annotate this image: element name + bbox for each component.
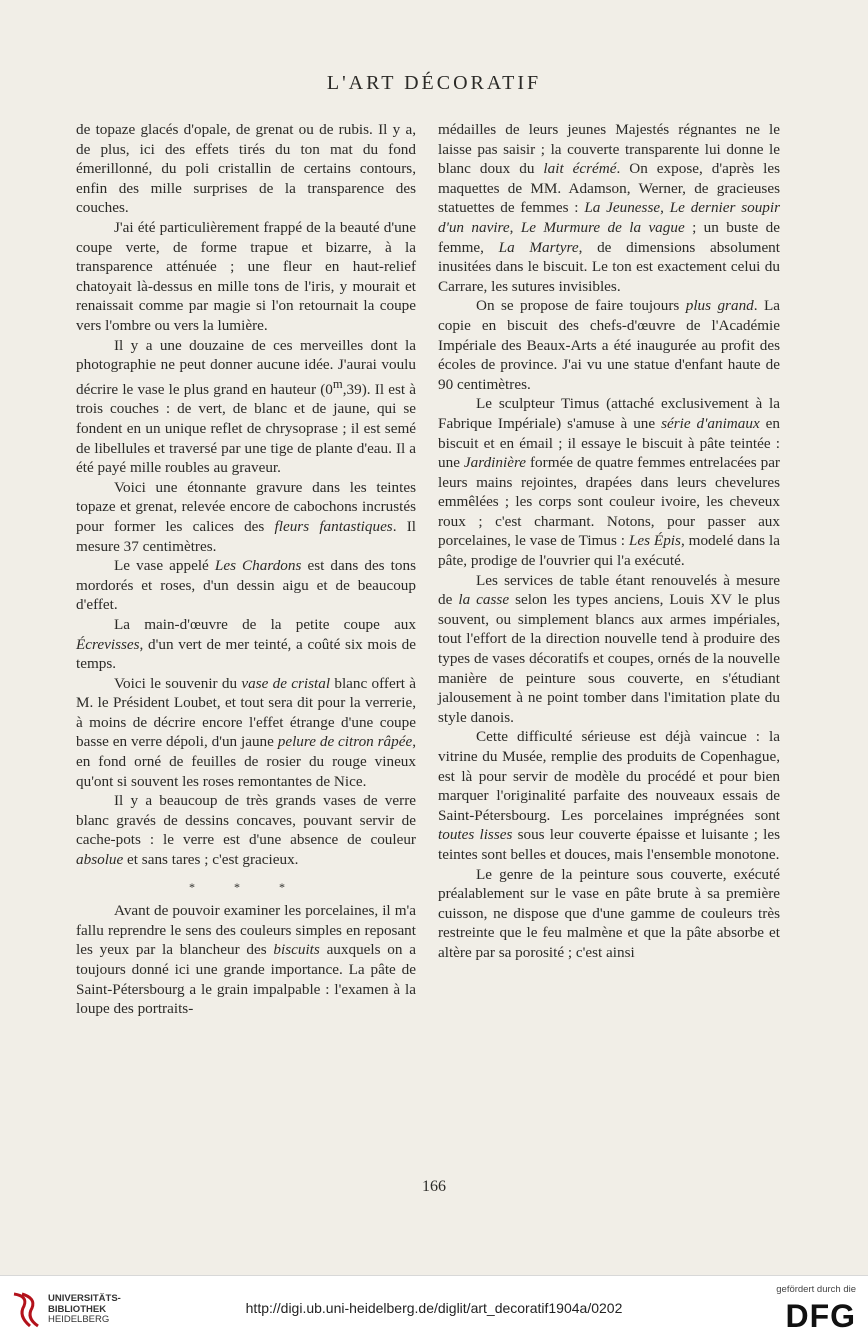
sponsor-caption: gefördert durch die (776, 1284, 856, 1295)
section-separator: * * * (189, 879, 303, 894)
digitization-footer (0, 1275, 868, 1342)
left-column-after-separator (76, 901, 416, 1019)
left-column-paragraphs (76, 120, 416, 870)
institution-line: BIBLIOTHEK (48, 1303, 107, 1315)
paragraph: Il y a beaucoup de très grands vases de verre blanc gravés de dessins concaves, pouvant servir de cache-pots : le verre est d'une absence de couleur absolue et sans tares ; c'est gracieux. (76, 792, 416, 869)
dfg-logo: DFG (785, 1298, 856, 1334)
paragraph: On se propose de faire toujours plus grand. La copie en biscuit des chefs-d'œuvre de l'Académie Impériale des Beaux-Arts a été inaugurée au profit des écoles de province. J'ai vu une statue d'enfant haute de 90 centimètres. (438, 297, 780, 393)
paragraph: Le vase appelé Les Chardons est dans des tons mordorés et roses, d'un dessin aigu et de beaucoup d'effet. (76, 557, 416, 614)
paragraph: Avant de pouvoir examiner les porcelaines, il m'a fallu reprendre le sens des couleurs simples en reposant les yeux par la blancheur des biscuits auxquels on a toujours donné ici une grande importance. La pâte de Saint-Pétersbourg a le grain impalpable : l'examen à la loupe des portraits- (76, 902, 416, 1018)
paragraph: Les services de table étant renouvelés à mesure de la casse selon les types anciens, Louis XV le plus souvent, ou simplement blancs aux armes impériales, tout l'effort de la direction nouvelle tend à produire des types de vases décoratifs et coupes, ornés de la nouvelle manière de peinture sous couverte, en s'étudiant jalousement à ne point tomber dans l'imitation plate du style danois. (438, 571, 780, 726)
paragraph: Voici le souvenir du vase de cristal blanc offert à M. le Président Loubet, et tout sera dit pour la verrerie, à moins de décrire encore l'effet étrange d'une coupe basse en verre dépoli, d'un jaune pelure de citron râpée, en fond orné de feuilles de rosier du rouge vineux qu'ont si souvent les roses remontantes de Nice. (76, 674, 416, 790)
paragraph: Le genre de la peinture sous couverte, exécuté préalablement sur le vase en pâte brute à sa première cuisson, ne dispose que d'une gamme de couleurs très restreinte que le feu malmène et que la pâte absorbe et altère par sa porosité ; c'est ainsi (438, 865, 780, 961)
paragraph: La main-d'œuvre de la petite coupe aux Écrevisses, d'un vert de mer teinté, a coûté six mois de temps. (76, 615, 416, 673)
paragraph: Le sculpteur Timus (attaché exclusivement à la Fabrique Impériale) s'amuse à une série d'animaux en biscuit et en émail ; il essaye le biscuit à pâte teintée : une Jardinière formée de quatre femmes entrelacées par leurs mains rejointes, drapées dans leurs chevelures emmêlées ; les corps sont couleur ivoire, les cheveux roux ; c'est charmant. Notons, pour passer aux porcelaines, le vase de Timus : Les Épis, modelé dans la pâte, prodige de l'ouvrier qui l'a exécuté. (438, 395, 780, 570)
institution-line: HEIDELBERG (48, 1314, 110, 1325)
paragraph: J'ai été particulièrement frappé de la beauté d'une coupe verte, de forme trapue et bizarre, à la transparence atténuée ; une fleur en haut-relief chatoyait là-dessus en mille tons de l'iris, y mourait et renaissait comme par magie si l'on retournait la coupe vers l'ombre ou vers la lumière. (76, 218, 416, 334)
institution-line: UNIVERSITÄTS- (48, 1293, 121, 1304)
paragraph: Cette difficulté sérieuse est déjà vaincue : la vitrine du Musée, remplie des produits de Copenhague, est là pour servir de modèle du procédé et pour bien marquer l'originalité parfaite des nouveaux essais de Saint-Pétersbourg. Les porcelaines imprégnées sont toutes lisses sous leur couverte épaisse et luisante ; les teintes sont belles et douces, mais l'ensemble monotone. (438, 728, 780, 863)
page-number: 166 (422, 1178, 446, 1195)
running-header: L'ART DÉCORATIF (326, 72, 542, 94)
paragraph: médailles de leurs jeunes Majestés régnantes ne le laisse pas saisir ; la couverte transparente lui donne le blanc doux du lait écrémé. On expose, d'après les maquettes de MM. Adamson, Werner, de gracieuses statuettes de femmes : La Jeunesse, Le dernier soupir d'un navire, Le Murmure de la vague ; un buste de femme, La Martyre, de dimensions absolument inusitées dans le biscuit. Le ton est exactement celui du Carrare, les sutures invisibles. (438, 121, 781, 295)
paragraph: de topaze glacés d'opale, de grenat ou de rubis. Il y a, de plus, ici des effets tirés du ton mat du fond émerillonné, du poli cristallin de certains contours, enfin des mille surprises de la transparence des couches. (76, 121, 416, 217)
right-column (438, 120, 780, 963)
source-url-link[interactable]: http://digi.ub.uni-heidelberg.de/diglit/art_decoratif1904a/0202 (245, 1300, 623, 1316)
left-column (76, 120, 416, 1019)
right-column-paragraphs (438, 120, 780, 963)
paragraph: Voici une étonnante gravure dans les teintes topaze et grenat, relevée encore de cabochons incrustés pour former les calices des fleurs fantastiques. Il mesure 37 centimètres. (76, 478, 416, 555)
paragraph: Il y a une douzaine de ces merveilles dont la photographie ne peut donner aucune idée. J'aurai voulu décrire le vase le plus grand en hauteur (0$^m$,39). Il est à trois couches : de vert, de blanc et de jaune, qui se fondent en un unique reflet de chrysoprase ; il est semé de libellules et traversé par une tige de plante d'eau. Il a été payé mille roubles au graveur. (76, 336, 417, 477)
